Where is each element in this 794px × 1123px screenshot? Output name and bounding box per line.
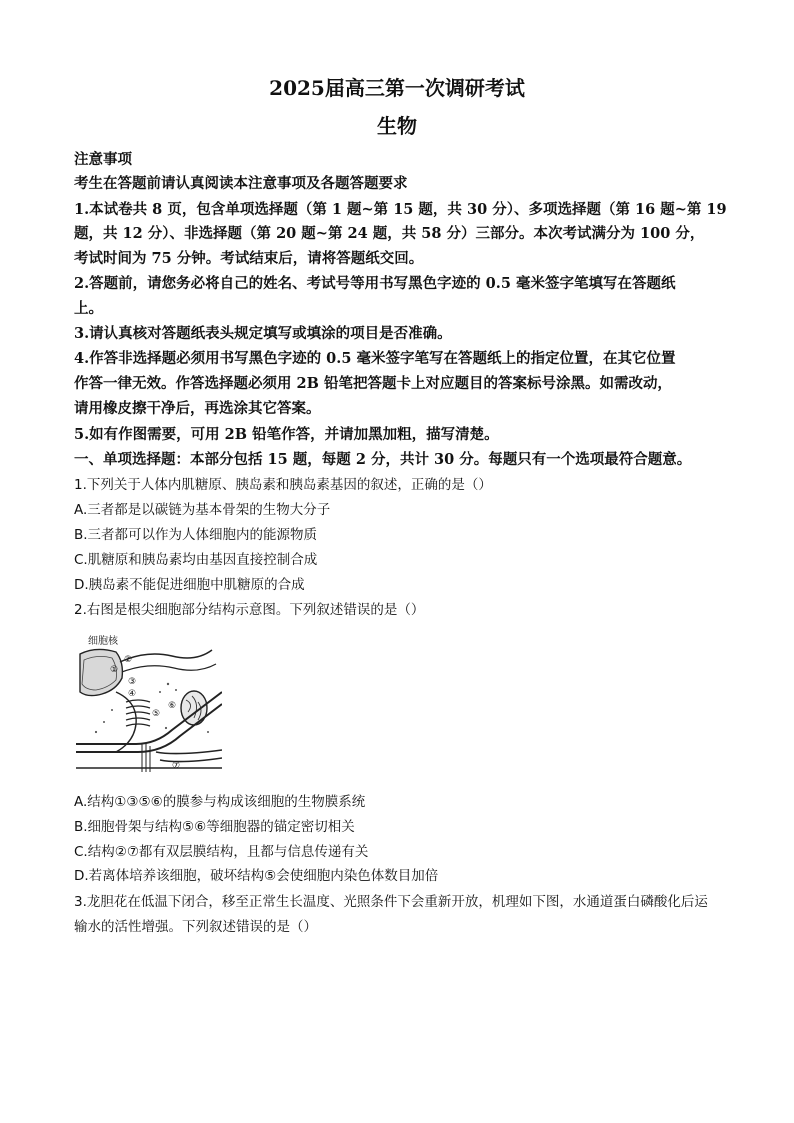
notice-intro: 考生在答题前请认真阅读本注意事项及各题答题要求 (74, 175, 408, 192)
notice-heading: 注意事项 (74, 151, 132, 168)
figure-mark-7: ⑦ (172, 761, 181, 771)
section-heading: 一、单项选择题：本部分包括 15 题，每题 2 分，共计 30 分。每题只有一个选项最符合题意。 (74, 451, 692, 468)
golgi-apparatus (126, 700, 150, 726)
question-3-stem-line: 输水的活性增强。下列叙述错误的是（） (74, 919, 317, 935)
notice-line: 4.作答非选择题必须用书写黑色字迹的 0.5 毫米签字笔写在答题纸上的指定位置，在其它位置 (74, 350, 676, 367)
question-2-option-d: D.若离体培养该细胞，破坏结构⑤会使细胞内染色体数目加倍 (74, 868, 439, 884)
figure-label-nucleus: 细胞核 (88, 636, 118, 647)
question-1-stem: 1.下列关于人体内肌糖原、胰岛素和胰岛素基因的叙述，正确的是（） (74, 477, 492, 493)
exam-title: 2025届高三第一次调研考试 (269, 76, 525, 100)
figure-mark-4: ④ (128, 689, 137, 699)
notice-line: 请用橡皮擦干净后，再选涂其它答案。 (74, 400, 321, 417)
plasma-membrane (156, 750, 222, 754)
figure-mark-3: ③ (128, 677, 137, 687)
notice-line: 作答一律无效。作答选择题必须用 2B 铅笔把答题卡上对应题目的答案标号涂黑。如需改动， (74, 375, 672, 392)
er-membrane (122, 664, 216, 672)
notice-line: 1.本试卷共 8 页，包含单项选择题（第 1 题~第 15 题，共 30 分）、多项选择题（第 16 题~第 19 (74, 201, 727, 218)
question-1-option-b: B.三者都可以作为人体细胞内的能源物质 (74, 527, 318, 543)
notice-line: 3.请认真核对答题纸表头规定填写或填涂的项目是否准确。 (74, 325, 452, 342)
notice-line: 考试时间为 75 分钟。考试结束后，请将答题纸交回。 (74, 250, 424, 267)
question-2-option-c: C.结构②⑦都有双层膜结构，且都与信息传递有关 (74, 844, 369, 860)
figure-mark-2: ② (124, 655, 133, 665)
er-membrane (120, 650, 212, 662)
plasma-membrane (160, 758, 222, 762)
cell-structure-diagram (76, 632, 222, 774)
notice-line: 5.如有作图需要，可用 2B 铅笔作答，并请加黑加粗，描写清楚。 (74, 426, 499, 443)
figure-mark-1: ① (110, 665, 119, 675)
exam-subject: 生物 (377, 114, 417, 138)
question-3-stem-line: 3.龙胆花在低温下闭合，移至正常生长温度、光照条件下会重新开放，机理如下图，水通道蛋白磷酸化后运 (74, 894, 708, 910)
question-1-option-a: A.三者都是以碳链为基本骨架的生物大分子 (74, 502, 331, 518)
figure-mark-6: ⑥ (168, 701, 177, 711)
question-2-stem: 2.右图是根尖细胞部分结构示意图。下列叙述错误的是（） (74, 602, 425, 618)
question-2-option-a: A.结构①③⑤⑥的膜参与构成该细胞的生物膜系统 (74, 794, 366, 810)
notice-line: 2.答题前，请您务必将自己的姓名、考试号等用书写黑色字迹的 0.5 毫米签字笔填写在答题纸 (74, 275, 676, 292)
figure-mark-5: ⑤ (152, 709, 161, 719)
question-1-option-d: D.胰岛素不能促进细胞中肌糖原的合成 (74, 577, 305, 593)
notice-line: 上。 (74, 300, 103, 317)
question-2-option-b: B.细胞骨架与结构⑤⑥等细胞器的锚定密切相关 (74, 819, 355, 835)
notice-line: 题，共 12 分）、非选择题（第 20 题~第 24 题，共 58 分）三部分。本次考试满分为 100 分， (74, 225, 705, 242)
question-1-option-c: C.肌糖原和胰岛素均由基因直接控制合成 (74, 552, 318, 568)
